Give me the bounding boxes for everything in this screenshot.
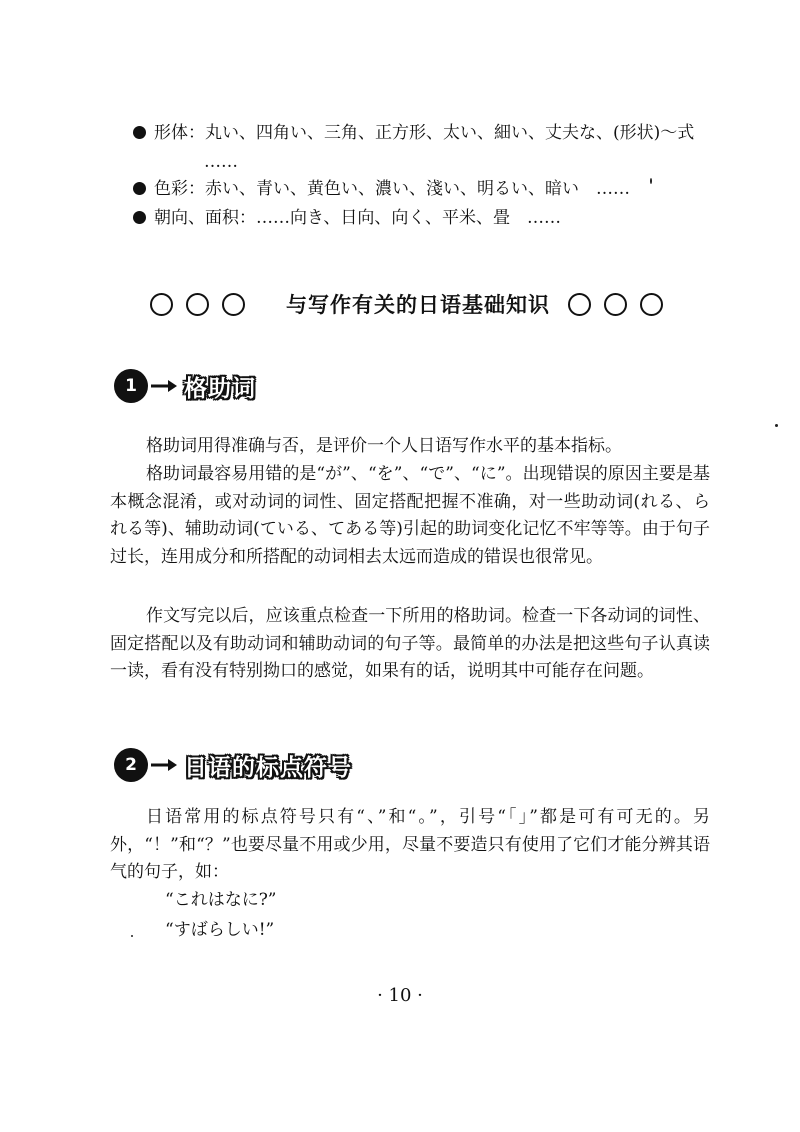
bullet-dot-icon [133, 211, 146, 224]
section-heading [150, 286, 690, 322]
number-badge: 1 [114, 369, 148, 403]
subsection-title: 格助词 [184, 375, 256, 402]
circle-ornament-icon [150, 293, 173, 316]
bullet-text: 形体：丸い、四角い、三角、正方形、太い、細い、丈夫な、(形状)～式 [154, 123, 695, 143]
section-heading-text: 与写作有关的日语基础知识 [286, 293, 550, 317]
circle-ornament-icon [186, 293, 209, 316]
arrow-right-icon [150, 378, 178, 394]
subsection-header-2 [114, 744, 356, 786]
paragraph: 格助词用得准确与否，是评价一个人日语写作水平的基本指标。 [146, 436, 622, 456]
paragraph: 格助词最容易用错的是“が”、“を”、“で”、“に”。出现错误的原因主要是基本概念混淆，或对动词的词性、固定搭配把握不准确，对一些助动词(れる、られる等)、辅助动词(ている、てある等)引起的助词变化记忆不牢等等。由于句子过长，连用成分和所搭配的动词相去太远而造成的错误也很常见。 [110, 464, 710, 567]
bullet-continuation: …… [204, 152, 238, 172]
arrow-right-icon [150, 757, 178, 773]
bullet-dot-icon [133, 182, 146, 195]
example-quote: “これはなに?” [165, 890, 277, 910]
paragraph: 日语常用的标点符号只有“、”和“。”，引号“「」”都是可有可无的。另外，“！”和“？”也要尽量不用或少用，尽量不要造只有使用了它们才能分辨其语气的句子，如： [110, 807, 710, 882]
example-quote: “すばらしい!” [165, 920, 275, 940]
bullet-item-direction [133, 206, 561, 230]
page-number: · 10 · [377, 985, 423, 1006]
circle-ornament-icon [222, 293, 245, 316]
subsection-title: 日语的标点符号 [184, 754, 352, 781]
scan-speck [131, 935, 133, 937]
bullet-text: 朝向、面积：……向き、日向、向く、平米、畳 …… [154, 208, 561, 228]
number-badge: 2 [114, 748, 148, 782]
circle-ornament-icon [640, 293, 663, 316]
bullet-dot-icon [133, 126, 146, 139]
circle-ornament-icon [568, 293, 591, 316]
scan-speck [775, 424, 778, 427]
bullet-text: 色彩：赤い、青い、黄色い、濃い、淺い、明るい、暗い …… [154, 179, 630, 199]
subsection-header-1 [114, 365, 260, 407]
bullet-item-color [133, 177, 630, 201]
bullet-item-shape [133, 121, 694, 145]
paragraph: 作文写完以后，应该重点检查一下所用的格助词。检查一下各动词的词性、固定搭配以及有助动词和辅助动词的句子等。最简单的办法是把这些句子认真读一读，看有没有特别拗口的感觉，如果有的话，说明其中可能存在问题。 [110, 606, 710, 681]
circle-ornament-icon [604, 293, 627, 316]
scan-speck [650, 178, 652, 184]
